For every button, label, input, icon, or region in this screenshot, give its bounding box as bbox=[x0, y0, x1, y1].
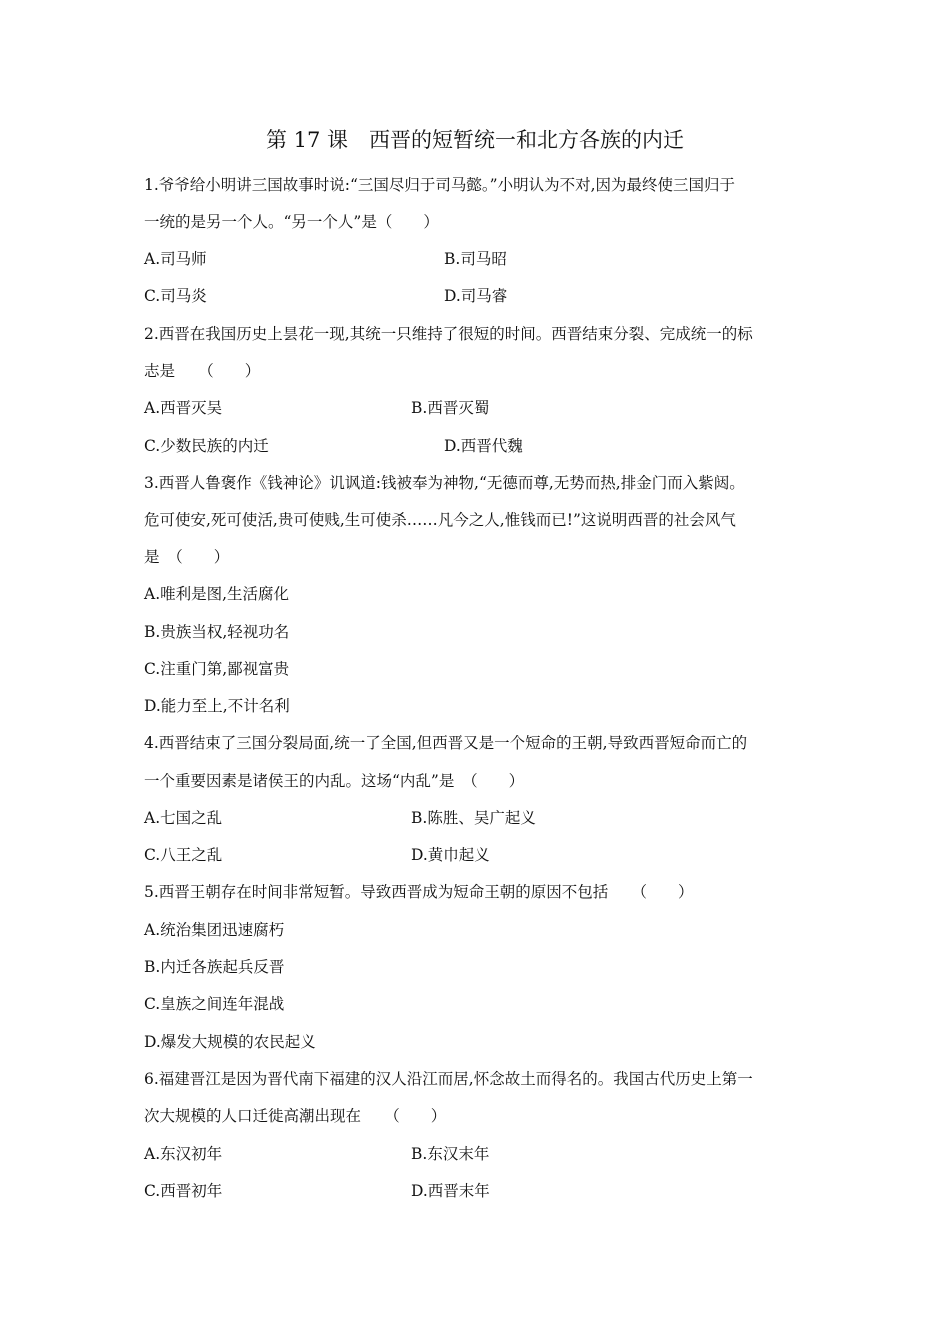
question-4-option-a: A.七国之乱 bbox=[144, 809, 223, 827]
question-6-option-a: A.东汉初年 bbox=[144, 1145, 223, 1163]
question-5-option-d: D.爆发大规模的农民起义 bbox=[144, 1033, 316, 1051]
question-6-option-c: C.西晋初年 bbox=[144, 1182, 223, 1200]
question-6-option-b: B.东汉末年 bbox=[411, 1145, 490, 1163]
question-1-line-2: 一统的是另一个人。“另一个人”是（ ） bbox=[144, 213, 439, 231]
question-1-option-b: B.司马昭 bbox=[444, 250, 507, 268]
question-2-line-2: 志是 （ ） bbox=[144, 362, 261, 380]
question-4-line-1: 4.西晋结束了三国分裂局面,统一了全国,但西晋又是一个短命的王朝,导致西晋短命而亡的 bbox=[144, 734, 748, 752]
question-5-option-b: B.内迁各族起兵反晋 bbox=[144, 958, 285, 976]
question-1-option-d: D.司马睿 bbox=[444, 287, 508, 305]
question-5-option-c: C.皇族之间连年混战 bbox=[144, 995, 285, 1013]
question-2-option-b: B.西晋灭蜀 bbox=[411, 399, 490, 417]
question-1-option-c: C.司马炎 bbox=[144, 287, 207, 305]
question-4-option-b: B.陈胜、吴广起义 bbox=[411, 809, 536, 827]
question-4-line-2: 一个重要因素是诸侯王的内乱。这场“内乱”是 （ ） bbox=[144, 772, 525, 790]
question-3-option-d: D.能力至上,不计名利 bbox=[144, 697, 290, 715]
question-1-line-1: 1.爷爷给小明讲三国故事时说:“三国尽归于司马懿。”小明认为不对,因为最终使三国归于 bbox=[144, 176, 736, 194]
question-2-option-a: A.西晋灭吴 bbox=[144, 399, 223, 417]
question-6-line-2: 次大规模的人口迁徙高潮出现在 （ ） bbox=[144, 1107, 447, 1125]
question-5-line-1: 5.西晋王朝存在时间非常短暂。导致西晋成为短命王朝的原因不包括 （ ） bbox=[144, 883, 694, 901]
question-1-option-a: A.司马师 bbox=[144, 250, 207, 268]
question-3-option-a: A.唯利是图,生活腐化 bbox=[144, 585, 290, 603]
question-3-line-2: 危可使安,死可使活,贵可使贱,生可使杀……凡今之人,惟钱而已!”这说明西晋的社会风气 bbox=[144, 511, 736, 529]
question-4-option-c: C.八王之乱 bbox=[144, 846, 223, 864]
question-3-option-b: B.贵族当权,轻视功名 bbox=[144, 623, 290, 641]
question-5-option-a: A.统治集团迅速腐朽 bbox=[144, 921, 285, 939]
question-6-line-1: 6.福建晋江是因为晋代南下福建的汉人沿江而居,怀念故土而得名的。我国古代历史上第一 bbox=[144, 1070, 753, 1088]
question-2-option-d: D.西晋代魏 bbox=[444, 437, 523, 455]
question-4-option-d: D.黄巾起义 bbox=[411, 846, 490, 864]
question-3-option-c: C.注重门第,鄙视富贵 bbox=[144, 660, 290, 678]
question-2-option-c: C.少数民族的内迁 bbox=[144, 437, 269, 455]
question-3-line-3: 是 （ ） bbox=[144, 548, 230, 566]
question-6-option-d: D.西晋末年 bbox=[411, 1182, 490, 1200]
page-title: 第 17 课 西晋的短暂统一和北方各族的内迁 bbox=[265, 128, 685, 152]
question-2-line-1: 2.西晋在我国历史上昙花一现,其统一只维持了很短的时间。西晋结束分裂、完成统一的标 bbox=[144, 325, 753, 343]
question-3-line-1: 3.西晋人鲁褒作《钱神论》讥讽道:钱被奉为神物,“无德而尊,无势而热,排金门而入紫闼。 bbox=[144, 474, 745, 492]
